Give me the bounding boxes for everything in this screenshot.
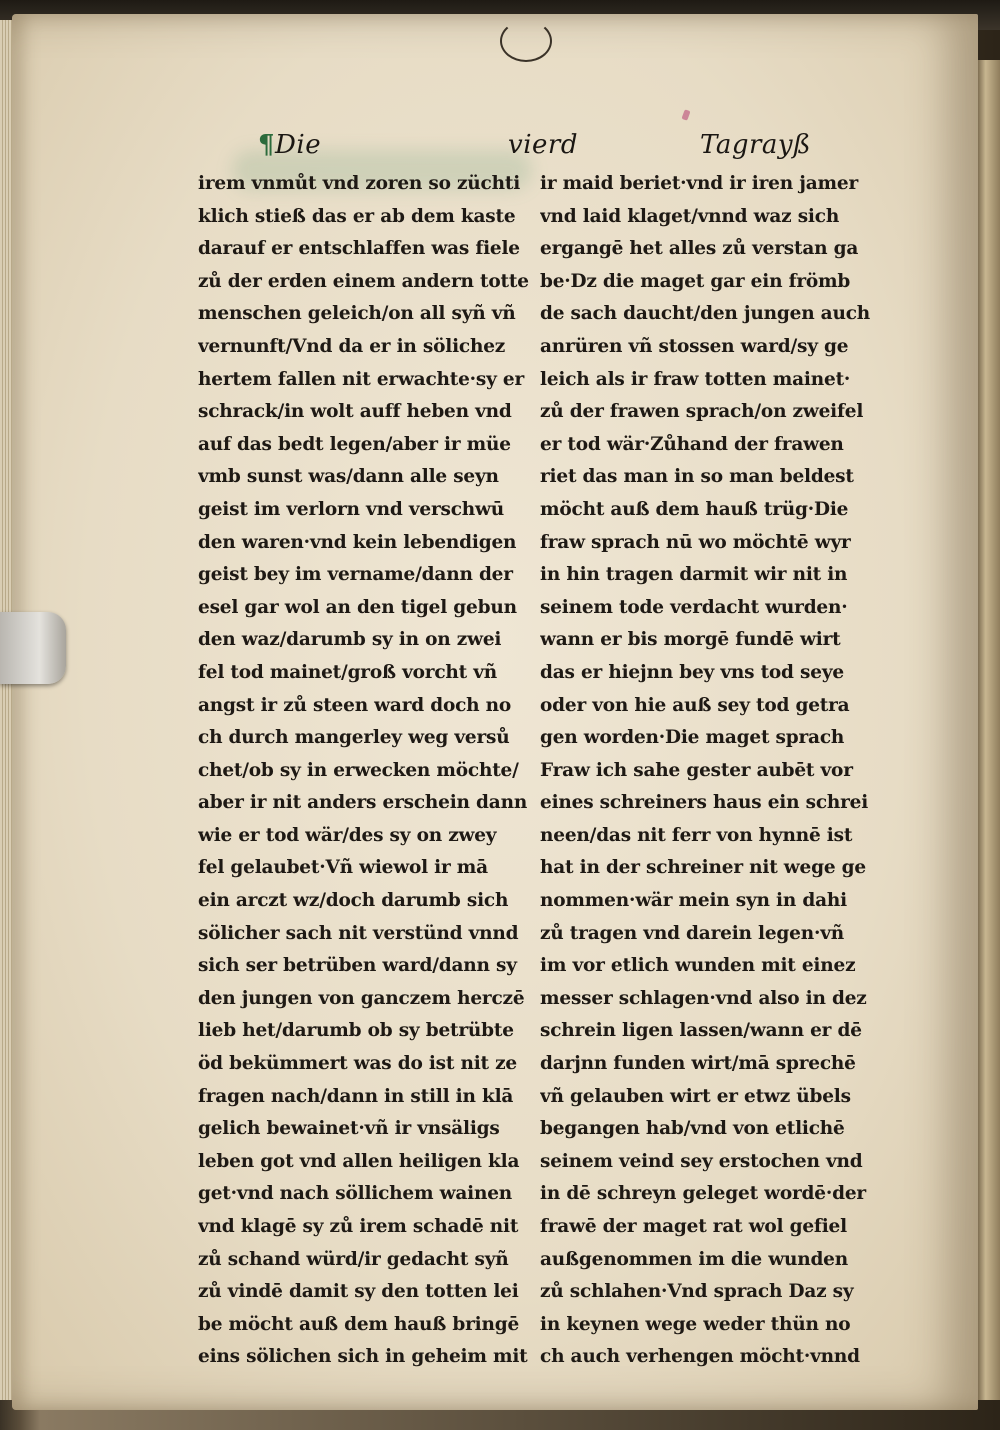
text-line: vñ gelauben wirt er etwz übels — [540, 1085, 851, 1107]
book-spine-edge — [976, 60, 1000, 1400]
text-line: gen worden·Die maget sprach — [540, 727, 845, 749]
text-line: irem vnmůt vnd zoren so züchti — [198, 173, 521, 194]
text-line: klich stieß das er ab dem kaste — [198, 205, 516, 227]
text-line: de sach daucht/den jungen auch — [540, 303, 871, 325]
text-line: außgenommen im die wunden — [540, 1248, 849, 1270]
text-line: gelich bewainet·vñ ir vnsäligs — [198, 1118, 500, 1140]
text-line: in keynen wege weder thün no — [540, 1313, 851, 1335]
text-line: neen/das nit ferr von hynnē ist — [540, 824, 853, 846]
text-line: hertem fallen nit erwachte·sy er — [198, 368, 525, 390]
text-line: ir maid beriet·vnd ir iren jamer — [540, 173, 859, 194]
text-line: darauf er entschlaffen was fiele — [198, 238, 520, 260]
text-line: frawē der maget rat wol gefiel — [540, 1216, 847, 1237]
text-line: hat in der schreiner nit wege ge — [540, 857, 866, 879]
text-line: eins sölichen sich in geheim mit — [198, 1346, 528, 1368]
text-line: ein arczt wz/doch darumb sich — [198, 890, 509, 912]
running-head-left-text: Die — [275, 130, 322, 160]
text-line: den waren·vnd kein lebendigen — [198, 531, 517, 553]
text-line: darjnn funden wirt/mā sprechē — [540, 1053, 856, 1075]
text-line: auf das bedt legen/aber ir müe — [198, 433, 511, 455]
text-line: wie er tod wär/des sy on zwey — [198, 824, 497, 846]
text-line: möcht auß dem hauß trüg·Die — [540, 498, 849, 520]
text-line: seinem tode verdacht wurden· — [540, 596, 848, 618]
binding-ring — [500, 20, 552, 62]
text-line: Fraw ich sahe gester aubēt vor — [540, 759, 853, 781]
text-line: messer schlagen·vnd also in dez — [540, 987, 867, 1009]
text-line: fel gelaubet·Vñ wiewol ir mā — [198, 857, 488, 879]
text-line: angst ir zů steen ward doch no — [198, 694, 512, 716]
text-line: ergangē het alles zů verstan ga — [540, 238, 859, 260]
text-line: oder von hie auß sey tod getra — [540, 694, 850, 716]
text-line: esel gar wol an den tigel gebun — [198, 596, 517, 618]
text-line: eines schreiners haus ein schrei — [540, 792, 869, 814]
text-line: zů tragen vnd darein legen·vñ — [540, 922, 845, 944]
text-line: schrein ligen lassen/wann er dē — [540, 1020, 862, 1042]
text-line: nommen·wär mein syn in dahi — [540, 890, 847, 912]
text-line: zů der erden einem andern totte — [198, 270, 529, 292]
text-line: wann er bis morgē fundē wirt — [540, 629, 841, 651]
text-line: den jungen von ganczem herczē — [198, 987, 525, 1009]
text-line: get·vnd nach söllichem wainen — [198, 1183, 513, 1205]
text-line: zů der frawen sprach/on zweifel — [540, 401, 864, 423]
text-line: fragen nach/dann in still in klā — [198, 1085, 514, 1107]
text-line: schrack/in wolt auff heben vnd — [198, 401, 512, 423]
text-line: be·Dz die maget gar ein frömb — [540, 270, 851, 292]
text-line: das er hiejnn bey vns tod seye — [540, 661, 844, 683]
text-line: leben got vnd allen heiligen kla — [198, 1150, 520, 1172]
text-line: geist im verlorn vnd verschwū — [198, 498, 504, 520]
text-line: ch auch verhengen möcht·vnnd — [540, 1346, 860, 1368]
running-head-left — [258, 130, 321, 160]
running-head-right: Tagrayß — [700, 130, 811, 160]
text-line: sölicher sach nit verstünd vnnd — [198, 922, 519, 944]
text-line: in hin tragen darmit wir nit in — [540, 564, 848, 586]
text-line: in dē schreyn geleget wordē·der — [540, 1183, 866, 1205]
text-line: zů schand würd/ir gedacht syñ — [198, 1248, 509, 1270]
text-line: vnd laid klaget/vnnd waz sich — [540, 205, 840, 227]
text-line: er tod wär·Zůhand der frawen — [540, 433, 844, 455]
text-line: im vor etlich wunden mit einez — [540, 955, 856, 977]
text-line: leich als ir fraw totten mainet· — [540, 368, 851, 390]
text-line: fel tod mainet/groß vorcht vñ — [198, 661, 498, 683]
text-line: begangen hab/vnd von etlichē — [540, 1118, 845, 1140]
text-line: zů vindē damit sy den totten lei — [198, 1281, 519, 1303]
text-line: be möcht auß dem hauß bringē — [198, 1313, 520, 1335]
text-line: aber ir nit anders erschein dann — [198, 792, 528, 814]
text-line: vernunft/Vnd da er in sölichez — [198, 335, 506, 357]
text-column-left — [198, 168, 538, 1374]
text-line: vmb sunst was/dann alle seyn — [198, 466, 499, 488]
pilcrow-mark: ¶ — [258, 130, 276, 160]
text-column-right — [540, 168, 880, 1374]
text-line: fraw sprach nū wo möchtē wyr — [540, 531, 851, 553]
text-line: den waz/darumb sy in on zwei — [198, 629, 502, 651]
text-line: menschen geleich/on all syñ vñ — [198, 303, 516, 325]
text-line: chet/ob sy in erwecken möchte/ — [198, 759, 519, 781]
text-line: seinem veind sey erstochen vnd — [540, 1150, 863, 1172]
text-line: lieb het/darumb ob sy betrübte — [198, 1020, 514, 1042]
text-line: riet das man in so man beldest — [540, 466, 854, 488]
text-line: vnd klagē sy zů irem schadē nit — [198, 1216, 519, 1237]
text-line: sich ser betrüben ward/dann sy — [198, 955, 517, 977]
text-line: ch durch mangerley weg versů — [198, 727, 510, 749]
text-line: anrüren vñ stossen ward/sy ge — [540, 335, 849, 357]
running-head-middle: vierd — [508, 130, 578, 160]
text-line: zů schlahen·Vnd sprach Daz sy — [540, 1281, 854, 1303]
page-clip — [0, 612, 66, 684]
text-line: öd bekümmert was do ist nit ze — [198, 1053, 517, 1075]
text-line: geist bey im vername/dann der — [198, 564, 513, 586]
